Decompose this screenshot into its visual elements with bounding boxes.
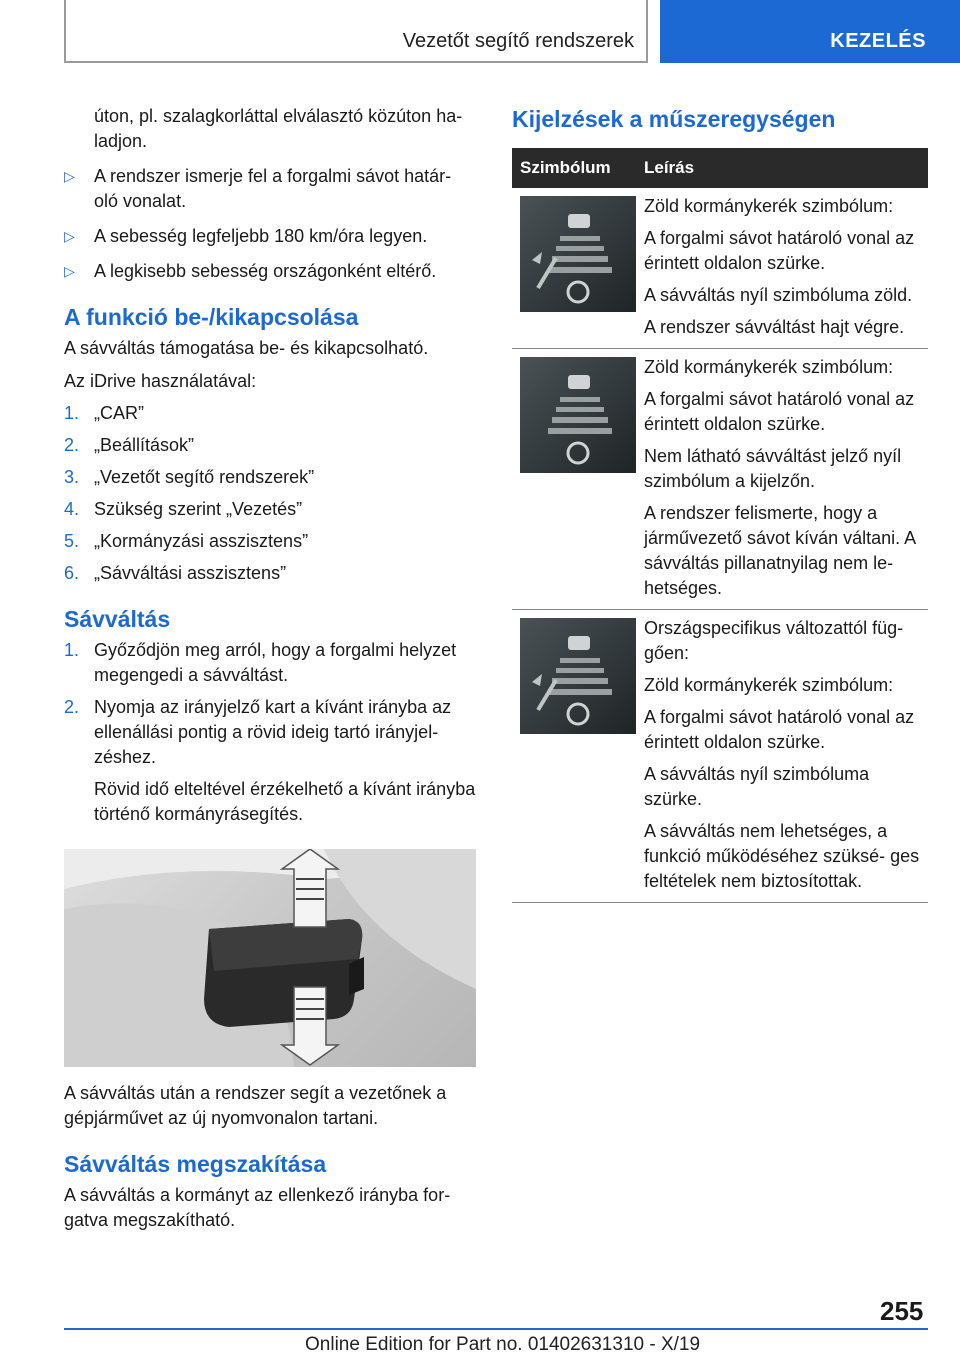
step-text: „Sávváltási asszisztens”	[94, 563, 287, 583]
description-cell	[644, 188, 928, 348]
lane-change-symbol-image	[520, 357, 636, 473]
lane-change-symbol-image	[520, 618, 636, 734]
bullet-item	[64, 224, 476, 249]
column-header-description: Leírás	[644, 158, 695, 177]
description-line: A forgalmi sávot határoló vonal az érintett oldalon szürke.	[644, 389, 915, 434]
triangle-bullet-icon: ▷	[64, 263, 75, 279]
description-line: Zöld kormánykerék szimbólum:	[644, 675, 894, 695]
step-text: Szükség szerint „Vezetés”	[94, 499, 303, 519]
heading-display: Kijelzések a műszeregységen	[512, 106, 836, 132]
step-item	[64, 529, 476, 554]
turn-signal-lever-illustration	[64, 849, 476, 1067]
description-line: A sávváltás nyíl szimbóluma zöld.	[644, 285, 913, 305]
page-number: 255	[880, 1296, 924, 1326]
description-line: Zöld kormánykerék szimbólum:	[644, 196, 894, 216]
heading-abort: Sávváltás megszakítása	[64, 1151, 327, 1177]
step-text: „Beállítások”	[94, 435, 195, 455]
heading-lane-change: Sávváltás	[64, 606, 171, 632]
step-item	[64, 638, 476, 688]
step-number: 4.	[64, 499, 80, 519]
after-figure-text: A sávváltás után a rendszer segít a vezetőnek a gépjárművet az új nyomvonalon tartani.	[64, 1083, 447, 1128]
description-line: A sávváltás nem lehetséges, a funkció működéséhez szüksé- ges feltételek nem biztosítottak.	[644, 821, 920, 891]
step-number: 1.	[64, 640, 80, 660]
chapter-title: Vezetőt segítő rendszerek	[402, 30, 634, 52]
section-label: KEZELÉS	[830, 30, 926, 52]
footer-divider	[64, 1328, 928, 1330]
table-header	[512, 148, 928, 188]
step-text: „CAR”	[94, 403, 144, 423]
lane-assist-display-icon	[520, 196, 636, 312]
section-tab[interactable]	[660, 0, 960, 63]
step-text: „Vezetőt segítő rendszerek”	[94, 467, 315, 487]
step-number: 2.	[64, 697, 80, 717]
description-line: Nem látható sávváltást jelző nyíl szimbólum a kijelzőn.	[644, 446, 902, 491]
table-row	[512, 349, 928, 610]
column-header-symbol: Szimbólum	[520, 158, 611, 177]
step-item	[64, 401, 476, 426]
step-item	[64, 561, 476, 586]
heading-on-off: A funkció be-/kikapcsolása	[64, 304, 359, 330]
description-line: Zöld kormánykerék szimbólum:	[644, 357, 894, 377]
description-line: A rendszer felismerte, hogy a járművezető sávot kíván váltani. A sávváltás pillanatnyilag nem le- hetséges.	[644, 503, 916, 598]
bullet-text: A legkisebb sebesség országonként eltérő.	[94, 261, 437, 281]
table-row	[512, 610, 928, 903]
step-item	[64, 465, 476, 490]
step-text: Nyomja az irányjelző kart a kívánt irányba az ellenállási pontig a rövid ideig tartó irányjel- zéshez.	[94, 697, 452, 767]
step-number: 5.	[64, 531, 80, 551]
lane-change-symbol-image	[520, 196, 636, 312]
edition-text: Online Edition for Part no. 01402631310 - X/19	[305, 1334, 701, 1355]
lane-assist-display-icon	[520, 618, 636, 734]
bullet-item	[64, 259, 476, 284]
description-cell	[644, 349, 928, 609]
description-line: A forgalmi sávot határoló vonal az érintett oldalon szürke.	[644, 228, 915, 273]
triangle-bullet-icon: ▷	[64, 228, 75, 244]
turn-signal-lever-image	[64, 849, 476, 1067]
on-off-text: A sávváltás támogatása be- és kikapcsolható.	[64, 338, 429, 358]
step-number: 6.	[64, 563, 80, 583]
step-text: Győződjön meg arról, hogy a forgalmi helyzet megengedi a sávváltást.	[94, 640, 457, 685]
step-number: 2.	[64, 435, 80, 455]
intro-text: úton, pl. szalagkorláttal elválasztó közúton ha- ladjon.	[94, 106, 463, 151]
step-number: 3.	[64, 467, 80, 487]
step-note: Rövid idő elteltével érzékelhető a kívánt irányba történő kormányrásegítés.	[94, 779, 476, 824]
left-column	[64, 104, 476, 1233]
header-title-box	[64, 0, 648, 63]
description-line: A sávváltás nyíl szimbóluma szürke.	[644, 764, 870, 809]
step-item	[64, 433, 476, 458]
table-row	[512, 188, 928, 349]
right-column	[512, 104, 928, 903]
idrive-text: Az iDrive használatával:	[64, 371, 257, 391]
description-line: Országspecifikus változattól füg- gően:	[644, 618, 904, 663]
bullet-text: A rendszer ismerje fel a forgalmi sávot határ- oló vonalat.	[94, 166, 452, 211]
bullet-text: A sebesség legfeljebb 180 km/óra legyen.	[94, 226, 428, 246]
description-cell	[644, 610, 928, 902]
abort-text: A sávváltás a kormányt az ellenkező irányba for- gatva megszakítható.	[64, 1185, 451, 1230]
step-text: „Kormányzási asszisztens”	[94, 531, 309, 551]
step-number: 1.	[64, 403, 80, 423]
bullet-item	[64, 164, 476, 214]
description-line: A rendszer sávváltást hajt végre.	[644, 317, 905, 337]
triangle-bullet-icon: ▷	[64, 168, 75, 184]
description-line: A forgalmi sávot határoló vonal az érintett oldalon szürke.	[644, 707, 915, 752]
step-item	[64, 695, 476, 770]
lane-assist-display-icon	[520, 357, 636, 473]
step-item	[64, 497, 476, 522]
